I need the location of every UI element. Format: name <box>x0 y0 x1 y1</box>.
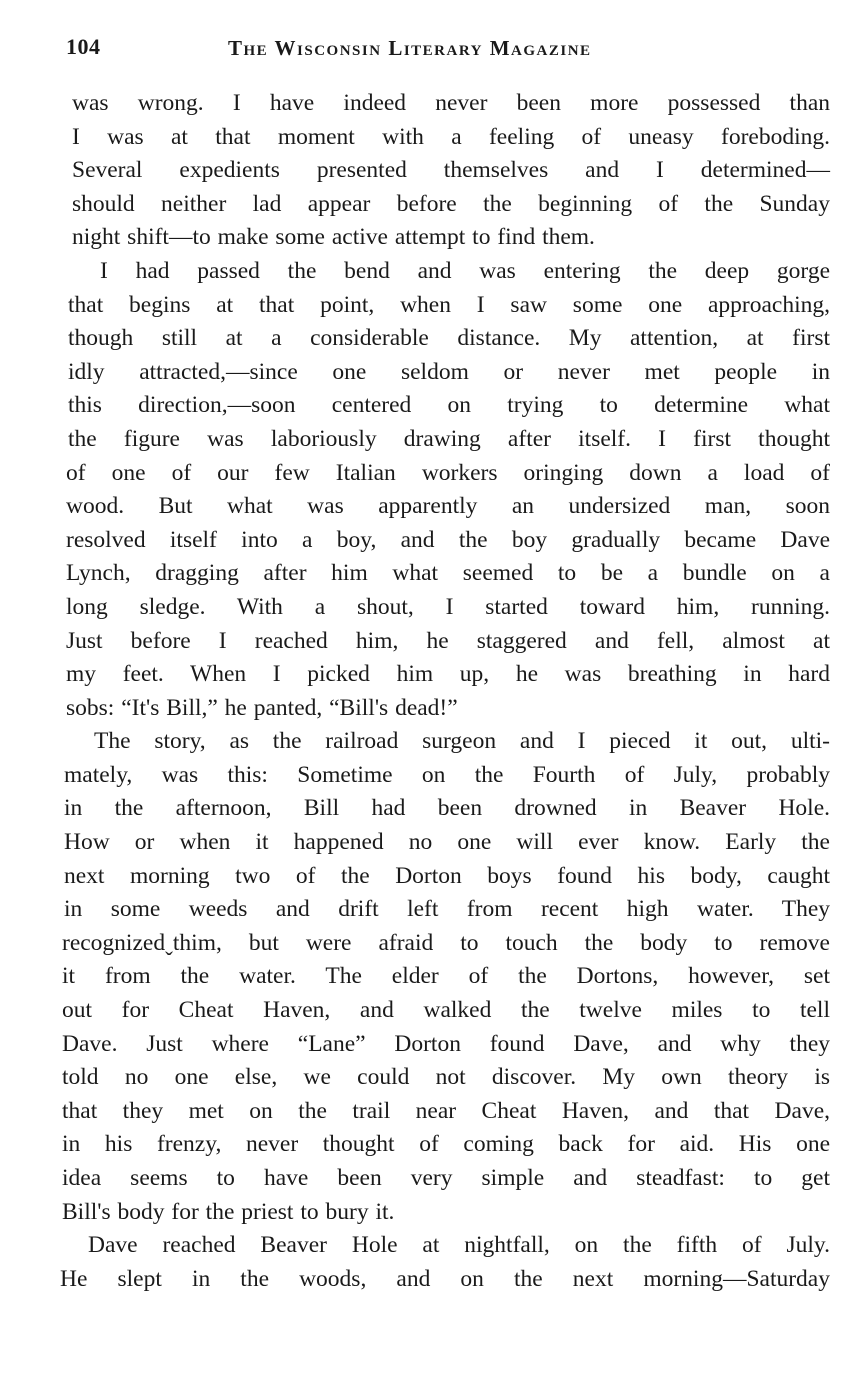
text-line: it from the water. The elder of the Dortons, however, set <box>62 963 830 990</box>
text-line: long sledge. With a shout, I started toward him, running. <box>66 593 830 620</box>
text-line: Several expedients presented themselves and I determined— <box>72 157 830 184</box>
text-line: this direction,—soon centered on trying to determine what <box>68 392 830 419</box>
text-line: next morning two of the Dorton boys found his body, caught <box>64 862 830 889</box>
text-line: should neither lad appear before the beginning of the Sunday <box>72 190 830 217</box>
text-line: night shift—to make some active attempt to find them. <box>72 224 595 251</box>
running-title: The Wisconsin Literary Magazine <box>228 36 592 60</box>
text-line: in the afternoon, Bill had been drowned in Beaver Hole. <box>64 795 830 822</box>
text-line: Dave reached Beaver Hole at nightfall, on the fifth of July. <box>88 1232 830 1259</box>
text-line: I was at that moment with a feeling of uneasy foreboding. <box>72 123 830 150</box>
text-line: idly attracted,—since one seldom or never met people in <box>68 358 830 385</box>
text-line: Lynch, dragging after him what seemed to be a bundle on a <box>66 560 830 587</box>
text-line: my feet. When I picked him up, he was breathing in hard <box>66 661 830 688</box>
text-line: How or when it happened no one will ever know. Early the <box>64 829 830 856</box>
text-line: Dave. Just where “Lane” Dorton found Dave, and why they <box>62 1030 830 1057</box>
text-line: in some weeds and drift left from recent high water. They <box>64 896 830 923</box>
text-line: mately, was this: Sometime on the Fourth of July, probably <box>64 761 830 788</box>
body-text <box>58 87 830 1296</box>
page-number: 104 <box>66 34 101 59</box>
text-line: idea seems to have been very simple and steadfast: to get <box>62 1165 830 1191</box>
text-line: sobs: “It's Bill,” he panted, “Bill's dead!” <box>66 694 458 721</box>
text-line: The story, as the railroad surgeon and I pieced it out, ulti- <box>94 728 830 755</box>
text-line: that begins at that point, when I saw some one approaching, <box>68 291 830 318</box>
text-line: He slept in the woods, and on the next morning—Saturday <box>60 1265 830 1292</box>
text-line: I had passed the bend and was entering the deep gorge <box>100 257 830 284</box>
text-line: the figure was laboriously drawing after itself. I first thought <box>68 425 830 452</box>
text-line: Just before I reached him, he staggered and fell, almost at <box>66 627 830 654</box>
text-line: though still at a considerable distance. My attention, at first <box>68 325 830 352</box>
text-line: recognizedˬthim, but were afraid to touch the body to remove <box>62 929 830 956</box>
text-line: that they met on the trail near Cheat Haven, and that Dave, <box>62 1097 830 1124</box>
text-line: Bill's body for the priest to bury it. <box>62 1198 395 1225</box>
running-header <box>66 34 826 66</box>
text-line: resolved itself into a boy, and the boy gradually became Dave <box>66 526 830 553</box>
text-line: was wrong. I have indeed never been more possessed than <box>72 90 830 116</box>
text-line: out for Cheat Haven, and walked the twelve miles to tell <box>62 997 830 1024</box>
text-line: told no one else, we could not discover. My own theory is <box>62 1064 830 1091</box>
text-line: of one of our few Italian workers oringing down a load of <box>66 459 830 486</box>
text-line: wood. But what was apparently an undersized man, soon <box>66 493 830 520</box>
text-line: in his frenzy, never thought of coming back for aid. His one <box>62 1131 830 1158</box>
